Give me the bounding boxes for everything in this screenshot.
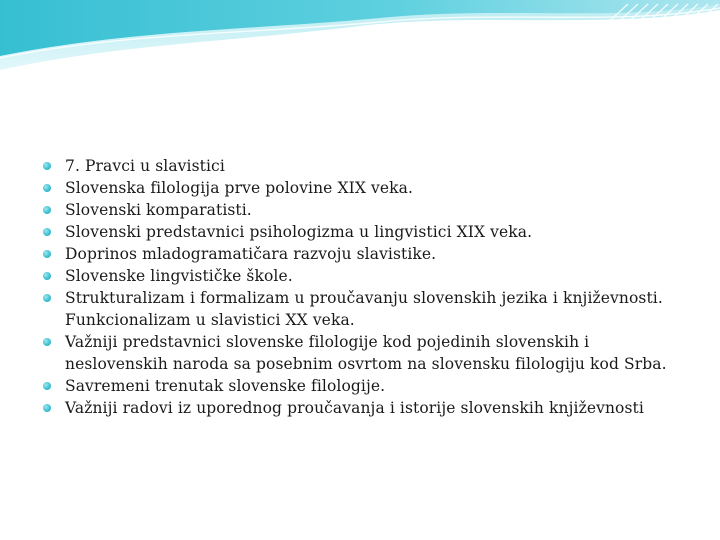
decorative-header-wave (0, 0, 720, 80)
bullet-text: Važniji predstavnici slovenske filologije kod pojedinih slovenskih i neslovenskih naroda sa posebnim osvrtom na slovensku filologiju kod Srba. (65, 333, 667, 373)
bullet-list (40, 155, 680, 419)
bullet-item (40, 221, 680, 243)
bullet-text: Slovenski komparatisti. (65, 201, 252, 219)
bullet-dot-icon (43, 404, 51, 412)
bullet-text: Slovenske lingvističke škole. (65, 267, 293, 285)
bullet-dot-icon (43, 206, 51, 214)
bullet-dot-icon (43, 250, 51, 258)
bullet-item (40, 199, 680, 221)
bullet-dot-icon (43, 382, 51, 390)
bullet-item (40, 265, 680, 287)
bullet-text: Strukturalizam i formalizam u proučavanju slovenskih jezika i književnosti. Funkcionalizam u slavistici XX veka. (65, 289, 663, 329)
bullet-item (40, 331, 680, 375)
bullet-text: Slovenski predstavnici psihologizma u lingvistici XIX veka. (65, 223, 533, 241)
bullet-dot-icon (43, 228, 51, 236)
bullet-dot-icon (43, 338, 51, 346)
bullet-dot-icon (43, 272, 51, 280)
bullet-item (40, 243, 680, 265)
bullet-item (40, 177, 680, 199)
bullet-text: Slovenska filologija prve polovine XIX veka. (65, 179, 413, 197)
bullet-item (40, 397, 680, 419)
bullet-text: Savremeni trenutak slovenske filologije. (65, 377, 386, 395)
bullet-dot-icon (43, 294, 51, 302)
bullet-item (40, 155, 680, 177)
slide-content (40, 155, 680, 419)
bullet-text: Važniji radovi iz uporednog proučavanja i istorije slovenskih književnosti (65, 399, 644, 417)
bullet-item (40, 375, 680, 397)
bullet-dot-icon (43, 162, 51, 170)
bullet-dot-icon (43, 184, 51, 192)
bullet-text: Doprinos mladogramatičara razvoju slavistike. (65, 245, 437, 263)
bullet-item (40, 287, 680, 331)
bullet-text: 7. Pravci u slavistici (65, 157, 225, 175)
